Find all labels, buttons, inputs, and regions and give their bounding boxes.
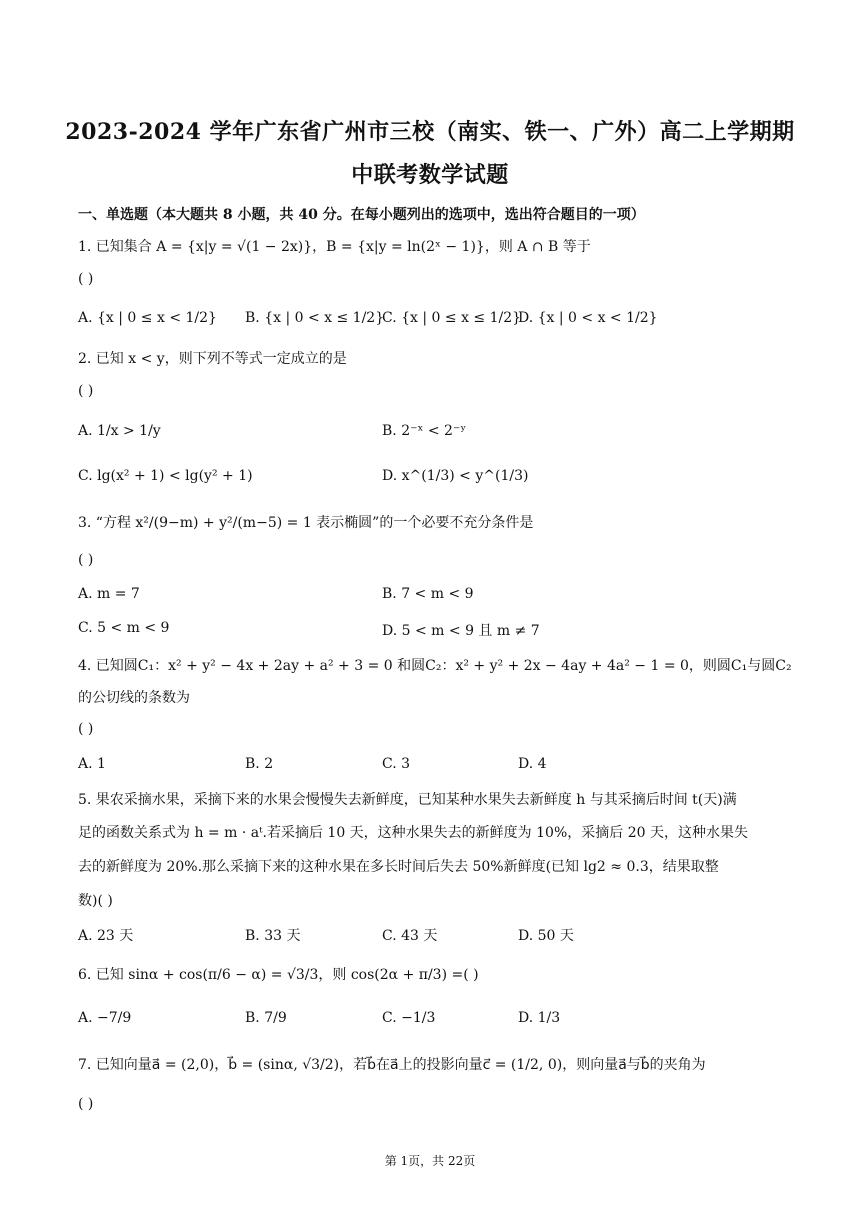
question-5-stem-line4: 数)( )	[78, 893, 113, 909]
question-5-stem-line1: 5. 果农采摘水果，采摘下来的水果会慢慢失去新鲜度，已知某种水果失去新鲜度 h 与其采摘后时间 t(天)满	[78, 792, 737, 808]
question-3-option-b: B. 7 < m < 9	[382, 586, 474, 602]
question-5-option-b: B. 33 天	[245, 928, 301, 944]
question-2-option-b: B. 2⁻ˣ < 2⁻ʸ	[382, 423, 467, 439]
question-5-stem-line2: 足的函数关系式为 h = m · aᵗ.若采摘后 10 天，这种水果失去的新鲜度为 10%，采摘后 20 天，这种水果失	[78, 825, 748, 841]
question-6-option-d: D. 1/3	[518, 1010, 561, 1026]
question-3-option-a: A. m = 7	[78, 586, 140, 602]
question-3-option-d: D. 5 < m < 9 且 m ≠ 7	[382, 623, 540, 639]
question-6-option-b: B. 7/9	[245, 1010, 287, 1026]
question-1-option-d: D. {x | 0 < x < 1/2}	[518, 310, 658, 326]
question-2-option-d: D. x^(1/3) < y^(1/3)	[382, 468, 529, 484]
question-4-option-d: D. 4	[518, 756, 547, 772]
question-3-option-c: C. 5 < m < 9	[78, 620, 170, 636]
question-4-option-b: B. 2	[245, 756, 274, 772]
doc-title-line2: 中联考数学试题	[351, 162, 509, 188]
page-footer: 第 1页，共 22页	[384, 1154, 476, 1168]
question-6-stem: 6. 已知 sinα + cos(π/6 − α) = √3/3，则 cos(2α + π/3) =( )	[78, 967, 479, 983]
question-1-stem: 1. 已知集合 A = {x|y = √(1 − 2x)}，B = {x|y = ln(2ˣ − 1)}，则 A ∩ B 等于	[78, 239, 591, 255]
question-1-option-b: B. {x | 0 < x ≤ 1/2}	[245, 310, 385, 326]
question-5-stem-line3: 去的新鲜度为 20%.那么采摘下来的这种水果在多长时间后失去 50%新鲜度(已知 lg2 ≈ 0.3，结果取整	[78, 859, 719, 875]
question-1-option-a: A. {x | 0 ≤ x < 1/2}	[78, 310, 217, 326]
question-5-option-d: D. 50 天	[518, 928, 574, 944]
question-7-answer-paren: ( )	[78, 1096, 94, 1112]
question-6-option-c: C. −1/3	[382, 1010, 436, 1026]
question-4-option-a: A. 1	[78, 756, 106, 772]
question-2-stem: 2. 已知 x < y，则下列不等式一定成立的是	[78, 351, 347, 367]
question-7-stem: 7. 已知向量a⃗ = (2,0)，b⃗ = (sinα, √3/2)，若b⃗在a⃗上的投影向量c⃗ = (1/2, 0)，则向量a⃗与b⃗的夹角为	[78, 1057, 706, 1073]
doc-title-line1: 2023-2024 学年广东省广州市三校（南实、铁一、广外）高二上学期期	[65, 119, 795, 145]
question-4-stem-line1: 4. 已知圆C₁：x² + y² − 4x + 2ay + a² + 3 = 0 和圆C₂：x² + y² + 2x − 4ay + 4a² − 1 = 0，则圆C₁与圆C₂	[78, 658, 792, 674]
question-4-answer-paren: ( )	[78, 721, 94, 737]
question-2-answer-paren: ( )	[78, 383, 94, 399]
question-3-stem: 3. “方程 x²/(9−m) + y²/(m−5) = 1 表示椭圆”的一个必要不充分条件是	[78, 515, 534, 531]
question-4-option-c: C. 3	[382, 756, 411, 772]
question-2-option-a: A. 1/x > 1/y	[78, 423, 161, 439]
question-2-option-c: C. lg(x² + 1) < lg(y² + 1)	[78, 468, 253, 484]
question-6-option-a: A. −7/9	[78, 1010, 132, 1026]
question-1-answer-paren: ( )	[78, 271, 94, 287]
question-5-option-a: A. 23 天	[78, 928, 134, 944]
question-5-option-c: C. 43 天	[382, 928, 438, 944]
question-3-answer-paren: ( )	[78, 552, 94, 568]
question-4-stem-line2: 的公切线的条数为	[78, 690, 190, 706]
question-1-option-c: C. {x | 0 ≤ x ≤ 1/2}	[382, 310, 522, 326]
section-heading: 一、单选题（本大题共 8 小题，共 40 分。在每小题列出的选项中，选出符合题目的一项）	[78, 207, 645, 223]
